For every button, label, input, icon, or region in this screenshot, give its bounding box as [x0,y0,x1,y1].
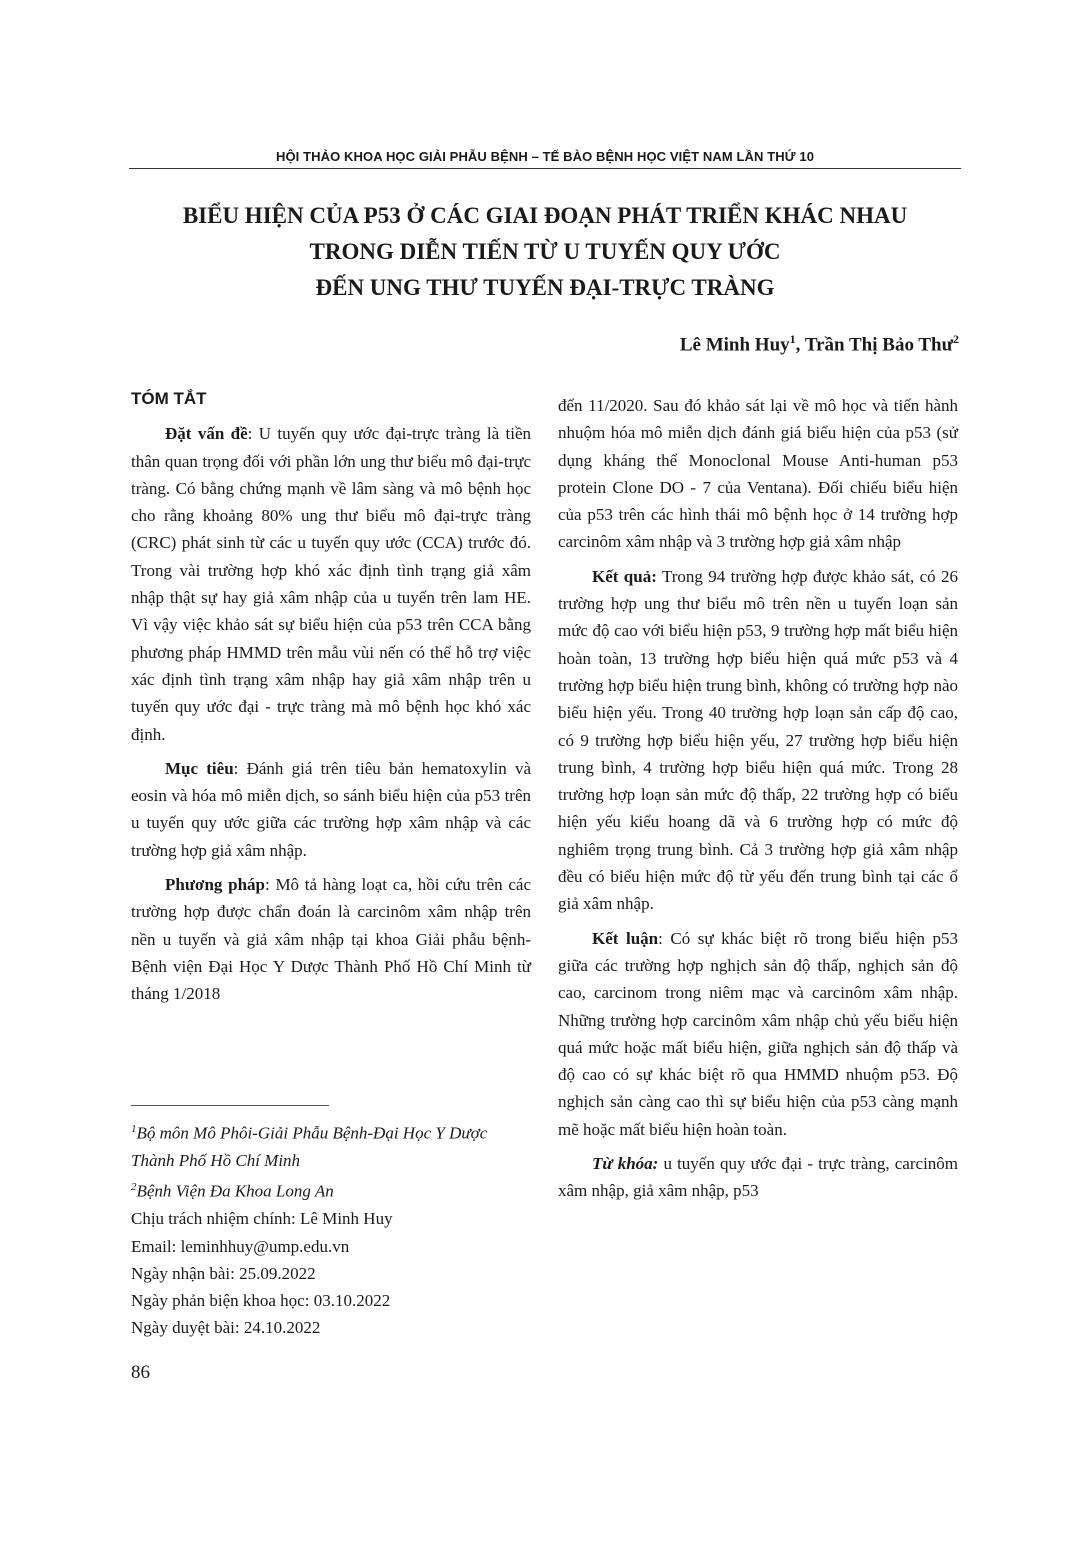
corresponding-author: Chịu trách nhiệm chính: Lê Minh Huy [131,1209,393,1229]
left-column [131,385,531,1015]
ket-qua-text: Trong 94 trường hợp được khảo sát, có 26 trường hợp ung thư biểu mô trên nền u tuyến loạn sản mức độ cao với biểu hiện p53, 9 trường hợp mất biểu hiện hoàn toàn, 13 trường hợp biểu hiện quá mức p53 và 4 trường hợp biểu hiện trung bình, không có trường hợp nào biểu hiện yếu. Trong 40 trường hợp loạn sản cấp độ cao, có 9 trường hợp biểu hiện yếu, 27 trường hợp biểu hiện trung bình, 4 trường hợp biểu hiện quá mức. Trong 28 trường hợp loạn sản mức độ thấp, 22 trường hợp có biểu hiện yếu kiểu hoang dã và 6 trường hợp có mức độ nghiêm trọng trung bình. Cả 3 trường hợp giả xâm nhập đều có biểu hiện mức độ từ yếu đến trung bình tại các ổ giả xâm nhập. [558,566,959,914]
email: Email: leminhhuy@ump.edu.vn [131,1236,350,1256]
author-1-affiliation: 1 [789,332,796,346]
muc-tieu-text: : Đánh giá trên tiêu bản hematoxylin và eosin và hóa mô miễn dịch, so sánh biểu hiện của p53 trên u tuyến quy ước giữa các trường hợp xâm nhập và các trường hợp giả xâm nhập. [131,758,531,860]
approved-date: Ngày duyệt bài: 24.10.2022 [131,1318,321,1338]
header-rule [129,168,961,169]
phuong-phap-paragraph [131,871,531,1007]
phuong-phap-continuation: đến 11/2020. Sau đó khảo sát lại về mô học và tiến hành nhuộm hóa mô miễn dịch đánh giá biểu hiện của p53 (sử dụng kháng thể Monoclonal Mouse Anti-human p53 protein Clone DO - 7 của Ventana). Đối chiếu biểu hiện của p53 trên các hình thái mô bệnh học ở 14 trường hợp carcinôm xâm nhập và 3 trường hợp giả xâm nhập [558,396,958,552]
keywords-label: Từ khóa: [592,1154,659,1174]
title-line-1: BIỂU HIỆN CỦA P53 Ở CÁC GIAI ĐOẠN PHÁT TRIỂN KHÁC NHAU [182,203,908,228]
authors [680,332,959,356]
phuong-phap-text: : Mô tả hàng loạt ca, hồi cứu trên các trường hợp được chẩn đoán là carcinôm xâm nhập trên nền u tuyến và giả xâm nhập tại khoa Giải phẫu bệnh- Bệnh viện Đại Học Y Dược Thành Phố Hồ Chí Minh từ tháng 1/2018 [131,875,531,1004]
affiliation-2 [131,1174,531,1205]
ket-qua-label: Kết quả: [592,566,657,586]
footnotes [131,1116,531,1342]
reviewed-date: Ngày phản biện khoa học: 03.10.2022 [131,1291,391,1311]
title-line-3: ĐẾN UNG THƯ TUYẾN ĐẠI-TRỰC TRÀNG [315,275,775,300]
author-2-affiliation: 2 [953,332,959,346]
affiliation-1-marker: 1 [131,1123,137,1135]
dat-van-de-label: Đặt vấn đề [165,424,248,444]
muc-tieu-paragraph [131,755,531,864]
author-2: Trần Thị Bảo Thư [804,334,953,356]
page-number: 86 [131,1362,150,1383]
footnote-rule [131,1105,329,1106]
title-line-2: TRONG DIỄN TIẾN TỪ U TUYẾN QUY ƯỚC [309,239,781,264]
phuong-phap-label: Phương pháp [165,875,265,895]
ket-luan-paragraph [558,925,958,1143]
affiliation-1 [131,1116,531,1174]
ket-luan-text: : Có sự khác biệt rõ trong biểu hiện p53 giữa các trường hợp nghịch sản độ thấp, nghịch sản độ cao, carcinom trong niêm mạc và carcinôm xâm nhập. Những trường hợp carcinôm xâm nhập chủ yếu biểu hiện quá mức hoặc mất biểu hiện, giữa nghịch sản độ thấp và độ cao có sự khác biệt rõ qua HMMD nhuộm p53. Độ nghịch sản càng cao thì sự biểu hiện của p53 càng mạnh mẽ hoặc mất biểu hiện hoàn toàn. [558,928,959,1139]
affiliation-2-text: Bệnh Viện Đa Khoa Long An [136,1181,334,1201]
dat-van-de-paragraph [131,420,531,748]
author-1: Lê Minh Huy [679,334,790,356]
author-separator: , [795,334,805,356]
affiliation-1-text: Bộ môn Mô Phôi-Giải Phẫu Bệnh-Đại Học Y Dược Thành Phố Hồ Chí Minh [131,1123,488,1170]
ket-luan-label: Kết luận [592,928,659,948]
affiliation-2-marker: 2 [131,1181,137,1194]
received-date: Ngày nhận bài: 25.09.2022 [131,1263,316,1283]
keywords-text: u tuyến quy ước đại - trực tràng, carcinôm xâm nhập, giả xâm nhập, p53 [558,1154,959,1201]
ket-qua-paragraph [558,563,958,918]
article-title [100,198,990,306]
dat-van-de-text: : U tuyến quy ước đại-trực tràng là tiền thân quan trọng đối với phần lớn ung thư biểu mô đại-trực tràng. Có bằng chứng mạnh về lâm sàng và mô bệnh học cho rằng khoảng 80% ung thư biểu mô đại-trực tràng (CRC) phát sinh từ các u tuyến quy ước (CCA) trước đó. Trong vài trường hợp khó xác định tình trạng giả xâm nhập thật sự hay giả xâm nhập của u tuyến trên lam HE. Vì vậy việc khảo sát sự biểu hiện của p53 trên CCA bằng phương pháp HMMD trên mẫu vùi nến có thể hỗ trợ việc xác định tình trạng xâm nhập hay giả xâm nhập trên u tuyến quy ước đại - trực tràng mà mô bệnh học khó xác định. [131,424,531,744]
muc-tieu-label: Mục tiêu [165,758,234,778]
right-column [558,392,958,1212]
abstract-heading: TÓM TẮT [131,389,207,408]
keywords-paragraph [558,1150,958,1205]
running-header: HỘI THẢO KHOA HỌC GIẢI PHẪU BỆNH – TẾ BÀO BỆNH HỌC VIỆT NAM LẦN THỨ 10 [275,149,815,164]
